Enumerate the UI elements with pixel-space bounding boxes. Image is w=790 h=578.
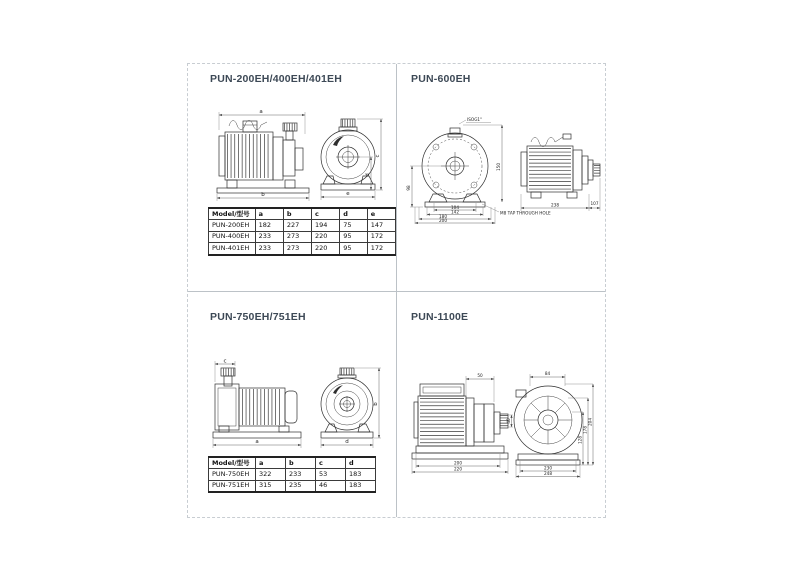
seal-housing (273, 137, 283, 180)
dim-label-142: 142 (451, 209, 459, 215)
dim-label-d: d (365, 173, 371, 177)
dim-label-a: a (259, 109, 263, 115)
inlet-lug (516, 390, 526, 397)
dim-label-a: a (255, 439, 259, 445)
base-plate (213, 432, 301, 438)
foot-left (325, 424, 337, 432)
table-row: PUN-401EH 233 273 220 95 172 (209, 243, 396, 255)
table-header-row: Model/型号 a b c d e (209, 208, 396, 220)
dim-label-c: c (223, 358, 227, 365)
dim-label-98: 98 (406, 185, 411, 191)
side-view (213, 359, 301, 449)
base-lower (516, 460, 580, 465)
dim-label-e: e (346, 191, 350, 197)
pun-600eh-dimension-drawing (403, 112, 603, 224)
foot-right (358, 424, 370, 432)
motor-body (418, 396, 466, 446)
q1-dimension-table (208, 207, 396, 256)
dim-label-b: b (261, 192, 265, 198)
panel-title: PUN-600EH (411, 73, 471, 85)
dim-label-d: d (345, 439, 349, 445)
front-base (321, 432, 373, 438)
dim-label-204: 204 (587, 418, 593, 426)
side-view (521, 134, 600, 211)
pun-1100e-dimension-drawing (406, 368, 596, 478)
dim-label-40: 40 (506, 418, 511, 424)
pump-volute (573, 150, 582, 190)
fan-cover (285, 391, 297, 423)
tap-note: M8 TAP THROUGH HOLE (500, 210, 551, 216)
volute-rib (333, 136, 344, 146)
table-row: PUN-200EH 182 227 194 75 147 (209, 220, 396, 231)
foot-left (323, 176, 335, 184)
panel-pun-1100e (397, 292, 604, 516)
table-row: PUN-400EH 233 273 220 95 172 (209, 231, 396, 242)
dim-label-104: 104 (451, 204, 459, 210)
foot-right (463, 194, 481, 202)
front-view (514, 371, 593, 478)
front-view (321, 119, 383, 200)
dim-label-150: 150 (496, 163, 501, 171)
dim-label-200: 200 (439, 218, 447, 223)
cable-plug (563, 134, 571, 139)
discharge-port (593, 164, 600, 176)
dim-label-180: 180 (439, 213, 447, 219)
dim-label-c: c (375, 154, 381, 158)
col-model: Model/型号 (209, 208, 256, 220)
front-view (321, 368, 381, 448)
side-view (217, 109, 309, 201)
motor-body (225, 132, 273, 180)
pump-volute (484, 404, 494, 442)
panel-title: PUN-1100E (411, 311, 469, 323)
dim-label-220: 220 (454, 466, 462, 472)
bracket-plate (466, 398, 474, 446)
foot-left (429, 194, 447, 202)
panel-title: PUN-750EH/751EH (210, 311, 306, 323)
base-upper (416, 446, 504, 453)
page-frame (187, 63, 606, 518)
dim-label-200: 200 (454, 460, 462, 466)
q3-dimension-table (208, 456, 376, 493)
table-header-row: Model/型号 a b c d (209, 457, 376, 469)
panel-pun-200eh (188, 64, 396, 291)
terminal-box (243, 121, 257, 132)
port-thread-label: ISOG1" (467, 117, 483, 122)
volute-rib (333, 385, 343, 394)
dim-label-50: 50 (477, 373, 483, 378)
pun-200eh-dimension-drawing (205, 104, 390, 204)
table-row: PUN-750EH 322 233 53 183 (209, 469, 376, 480)
dim-label-128: 128 (577, 436, 583, 444)
pump-volute (283, 140, 295, 176)
table-row: PUN-751EH 315 235 46 183 (209, 480, 376, 492)
dim-label-84: 84 (544, 371, 551, 376)
motor-top-cover (420, 384, 464, 396)
dim-label-230: 230 (544, 465, 552, 471)
panel-pun-750eh (188, 292, 396, 516)
dim-label-248: 248 (544, 471, 552, 477)
pun-750eh-dimension-drawing (205, 356, 390, 451)
dim-label-178: 178 (582, 426, 588, 434)
dim-label-107: 107 (590, 201, 599, 206)
power-cable (531, 137, 563, 147)
pump-volute (215, 384, 239, 430)
base-lower (412, 453, 508, 459)
panel-title: PUN-200EH/400EH/401EH (210, 73, 343, 85)
col-model: Model/型号 (209, 457, 256, 469)
dim-label-238: 238 (551, 202, 559, 208)
side-view (412, 373, 513, 474)
base-upper (518, 454, 578, 460)
dim-label-b: b (373, 402, 379, 406)
front-base (321, 184, 375, 190)
panel-pun-600eh (397, 64, 604, 291)
